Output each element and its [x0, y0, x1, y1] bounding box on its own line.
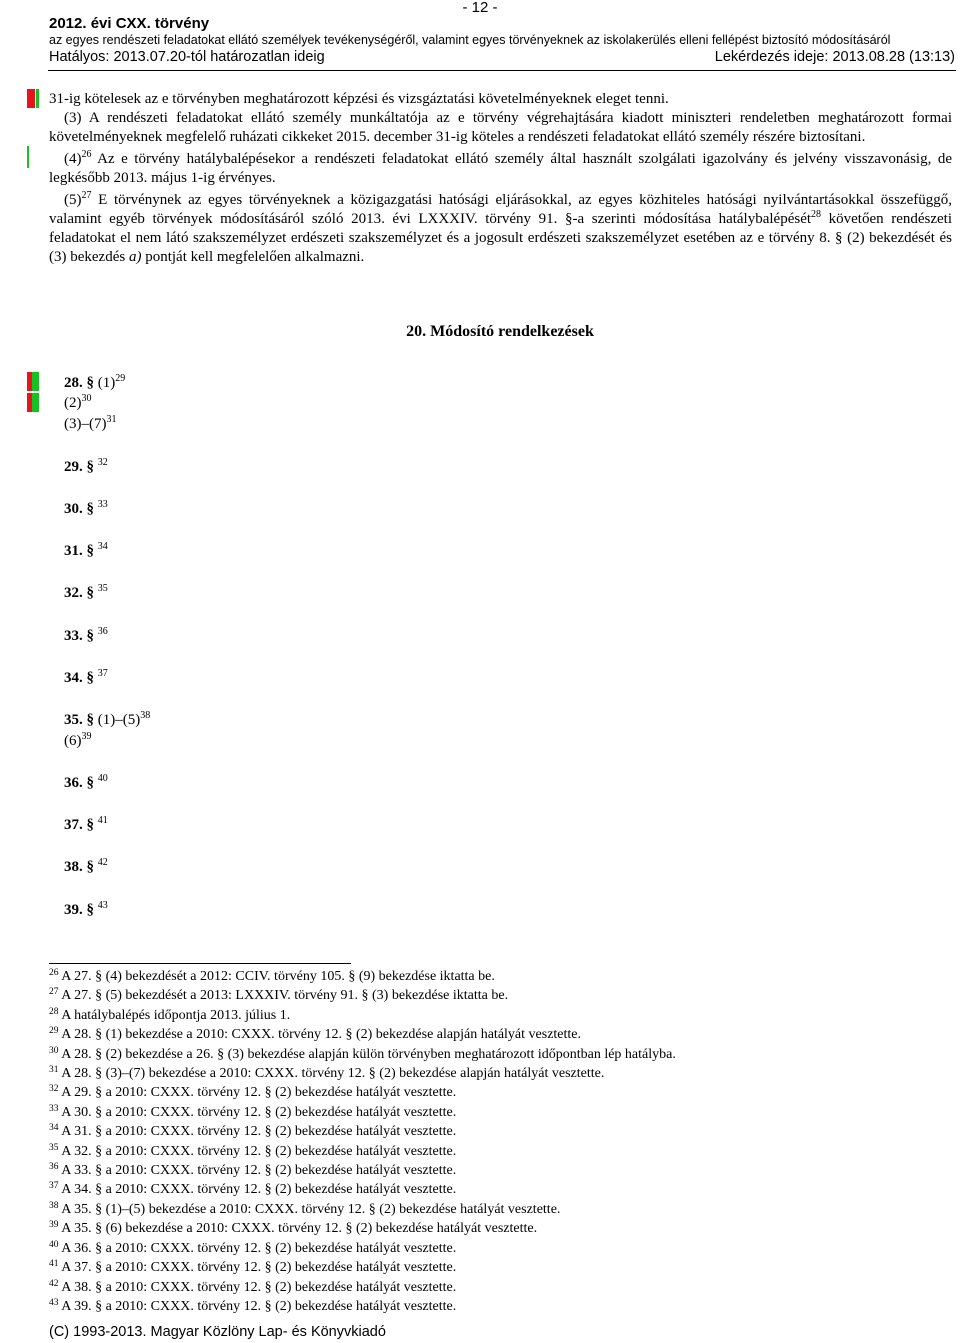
- subsection-number: (6): [64, 733, 82, 749]
- footnote-ref[interactable]: 40: [97, 773, 108, 784]
- paragraph-item: [64, 901, 108, 920]
- paragraph-item: [64, 816, 108, 835]
- footnote-item: [49, 986, 676, 1005]
- footnote-ref[interactable]: 27: [81, 190, 92, 201]
- paragraph-number: 28. §: [64, 375, 94, 391]
- paragraph-item: [64, 458, 108, 477]
- footnote-ref[interactable]: 26: [81, 149, 92, 160]
- footnote-number: 36: [49, 1162, 59, 1173]
- footnote-ref[interactable]: 36: [97, 626, 108, 637]
- footnote-item: [49, 1122, 676, 1141]
- law-subtitle: az egyes rendészeti feladatokat ellátó személyek tevékenységéről, valamint egyes törvényeknek az iskolakerülés elleni fellépést biztosító módosításáról: [49, 33, 891, 47]
- point-reference: a): [128, 249, 142, 265]
- paragraph-item: [64, 627, 108, 646]
- footnote-ref[interactable]: 42: [97, 857, 108, 868]
- header-divider: [48, 70, 956, 71]
- body-text: [49, 90, 952, 267]
- footnote-separator: [49, 963, 351, 964]
- footnote-number: 42: [49, 1278, 59, 1289]
- paragraph-text: Az e törvény hatálybalépésekor a rendészeti feladatokat ellátó személy által használt szolgálati igazolvány és jelvény visszavonásig, de legkésőbb 2013. május 1-ig érvényes.: [49, 151, 952, 186]
- paragraph-text: E törvénynek az egyes törvényeknek a közigazgatási hatósági eljárásokkal, az egyes közhiteles hatósági nyilvántartásokkal összefüggő, valamint egyéb törvények módosításáról szóló 2013. évi LXXXIV. törvény 91. §-a szerinti módosítása hatálybalépését: [49, 192, 952, 227]
- footnote-number: 34: [49, 1123, 59, 1134]
- footnote-ref[interactable]: 33: [97, 499, 108, 510]
- footnote-ref[interactable]: 37: [97, 668, 108, 679]
- subsection-number: (3)–(7): [64, 416, 107, 432]
- footnote-item: [49, 1219, 676, 1238]
- paragraph-number: 36. §: [64, 775, 94, 791]
- paragraph-item: [64, 394, 92, 413]
- footnote-item: [49, 1103, 676, 1122]
- law-title: 2012. évi CXX. törvény: [49, 15, 210, 32]
- footnote-number: 33: [49, 1103, 59, 1114]
- change-marker-green: [27, 146, 29, 168]
- footnote-item: [49, 1239, 676, 1258]
- footnote-text: A hatálybalépés időpontja 2013. július 1.: [61, 1007, 291, 1023]
- footnote-ref[interactable]: 28: [811, 209, 822, 220]
- paragraph-item: [64, 374, 125, 393]
- footnote-ref[interactable]: 32: [97, 457, 108, 468]
- section-title: 20. Módosító rendelkezések: [406, 323, 594, 340]
- footnote-number: 35: [49, 1142, 59, 1153]
- footnote-number: 40: [49, 1239, 59, 1250]
- footnote-text: A 35. § (6) bekezdése a 2010: CXXX. törvény 12. § (2) bekezdése hatályát vesztette.: [61, 1221, 538, 1237]
- footnote-number: 39: [49, 1220, 59, 1231]
- paragraph-number: 39. §: [64, 902, 94, 918]
- subsection-number: (1)–(5): [97, 712, 141, 728]
- copyright-footer: (C) 1993-2013. Magyar Közlöny Lap- és Könyvkiadó: [49, 1324, 386, 1340]
- footnote-text: A 28. § (2) bekezdése a 26. § (3) bekezdése alapján külön törvényben meghatározott időpontban lép hatályba.: [61, 1046, 676, 1062]
- footnote-text: A 35. § (1)–(5) bekezdése a 2010: CXXX. törvény 12. § (2) bekezdése hatályát vesztette.: [61, 1201, 561, 1217]
- paragraph-item: [64, 500, 108, 519]
- footnote-text: A 38. § a 2010: CXXX. törvény 12. § (2) bekezdése hatályát vesztette.: [61, 1279, 457, 1295]
- footnote-number: 30: [49, 1045, 59, 1056]
- page-number: - 12 -: [462, 0, 498, 16]
- footnote-text: A 37. § a 2010: CXXX. törvény 12. § (2) bekezdése hatályát vesztette.: [61, 1260, 457, 1276]
- paragraph-number: 33. §: [64, 628, 94, 644]
- footnotes: [49, 967, 676, 1316]
- footnote-item: [49, 1142, 676, 1161]
- footnote-number: 26: [49, 968, 59, 978]
- footnote-number: 28: [49, 1006, 59, 1017]
- paragraph-item: [64, 711, 150, 730]
- change-marker-red: [27, 89, 35, 108]
- change-marker-green: [32, 393, 39, 412]
- footnote-number: 31: [49, 1065, 59, 1076]
- footnote-ref[interactable]: 43: [97, 900, 108, 911]
- footnote-item: [49, 1006, 676, 1025]
- footnote-item: [49, 1161, 676, 1180]
- footnote-number: 27: [49, 987, 59, 998]
- footnote-ref[interactable]: 31: [106, 414, 117, 425]
- footnote-ref[interactable]: 39: [81, 731, 92, 742]
- paragraph-number: 38. §: [64, 859, 94, 875]
- body-paragraph: [49, 150, 952, 188]
- footnote-text: A 29. § a 2010: CXXX. törvény 12. § (2) bekezdése hatályát vesztette.: [61, 1085, 457, 1101]
- footnote-number: 43: [49, 1297, 59, 1308]
- paragraph-item: [64, 774, 108, 793]
- footnote-text: A 34. § a 2010: CXXX. törvény 12. § (2) bekezdése hatályát vesztette.: [61, 1182, 457, 1198]
- footnote-item: [49, 1025, 676, 1044]
- footnote-item: [49, 1258, 676, 1277]
- paragraph-number: 32. §: [64, 585, 94, 601]
- paragraph-number: 31. §: [64, 543, 94, 559]
- footnote-ref[interactable]: 30: [81, 393, 92, 404]
- paragraph-number: 37. §: [64, 817, 94, 833]
- paragraph-item: [64, 584, 108, 603]
- subsection-number: (2): [64, 395, 82, 411]
- footnote-ref[interactable]: 38: [140, 710, 151, 721]
- footnote-text: A 27. § (4) bekezdését a 2012: CCIV. törvény 105. § (9) bekezdése iktatta be.: [61, 969, 495, 984]
- subsection-number: (1): [97, 375, 116, 391]
- footnote-item: [49, 1083, 676, 1102]
- footnote-ref[interactable]: 29: [115, 373, 126, 384]
- body-paragraph: 31-ig kötelesek az e törvényben meghatározott képzési és vizsgáztatási követelményeknek eleget tenni.: [49, 91, 669, 107]
- body-paragraph: [49, 191, 952, 267]
- footnote-number: 29: [49, 1026, 59, 1037]
- footnote-item: [49, 1200, 676, 1219]
- validity-text: Hatályos: 2013.07.20-tól határozatlan ideig: [49, 49, 325, 65]
- footnote-item: [49, 1278, 676, 1297]
- footnote-text: A 36. § a 2010: CXXX. törvény 12. § (2) bekezdése hatályát vesztette.: [61, 1240, 457, 1256]
- paragraph-number: 30. §: [64, 501, 94, 517]
- footnote-text: A 27. § (5) bekezdését a 2013: LXXXIV. törvény 91. § (3) bekezdése iktatta be.: [61, 988, 509, 1004]
- footnote-item: [49, 1045, 676, 1064]
- footnote-text: A 32. § a 2010: CXXX. törvény 12. § (2) bekezdése hatályát vesztette.: [61, 1143, 457, 1159]
- paragraph-item: [64, 415, 116, 434]
- footnote-text: A 31. § a 2010: CXXX. törvény 12. § (2) bekezdése hatályát vesztette.: [61, 1124, 457, 1140]
- footnote-item: [49, 1297, 676, 1316]
- footnote-number: 41: [49, 1259, 59, 1270]
- footnote-ref[interactable]: 34: [97, 541, 108, 552]
- footnote-ref[interactable]: 35: [97, 583, 108, 594]
- footnote-item: [49, 1064, 676, 1083]
- footnote-text: A 28. § (1) bekezdése a 2010: CXXX. törvény 12. § (2) bekezdése alapján hatályát vesztette.: [61, 1027, 581, 1043]
- subsection-number: (4): [64, 151, 82, 167]
- query-date: Lekérdezés ideje: 2013.08.28 (13:13): [714, 49, 955, 65]
- paragraph-text: pontját kell megfelelően alkalmazni.: [141, 249, 365, 265]
- footnote-number: 32: [49, 1084, 59, 1095]
- paragraph-number: 34. §: [64, 670, 94, 686]
- footnote-ref[interactable]: 41: [97, 815, 108, 826]
- body-paragraph: (3) A rendészeti feladatokat ellátó személy munkáltatója az e törvény végrehajtására kiadott miniszteri rendeletben meghatározott formai követelményeknek megfelelő ruházati cikkeket 2015. december 31-ig köteles a rendészeti feladatokat ellátó személy részére biztosítani.: [49, 110, 952, 145]
- change-marker-green: [32, 372, 39, 391]
- paragraph-item: [64, 858, 108, 877]
- paragraph-number: 35. §: [64, 712, 94, 728]
- footnote-text: A 28. § (3)–(7) bekezdése a 2010: CXXX. törvény 12. § (2) bekezdése alapján hatályát vesztette.: [61, 1066, 605, 1082]
- paragraph-item: [64, 542, 108, 561]
- paragraph-number: 29. §: [64, 459, 94, 475]
- footnote-item: [49, 967, 676, 986]
- paragraph-item: [64, 669, 108, 688]
- footnote-item: [49, 1180, 676, 1199]
- footnote-number: 37: [49, 1181, 59, 1192]
- footnote-text: A 30. § a 2010: CXXX. törvény 12. § (2) bekezdése hatályát vesztette.: [61, 1104, 457, 1120]
- paragraph-item: [64, 732, 92, 751]
- paragraph-text: követően rendészeti feladatokat el nem látó szakszemélyzet erdészeti szakszemélyzet és a jogosult erdészeti szakszemélyzet esetében az e törvény 8. § (2) bekezdését és (3) bekezdés: [49, 211, 953, 265]
- footnote-text: A 39. § a 2010: CXXX. törvény 12. § (2) bekezdése hatályát vesztette.: [61, 1298, 457, 1314]
- footnote-text: A 33. § a 2010: CXXX. törvény 12. § (2) bekezdése hatályát vesztette.: [61, 1163, 457, 1179]
- subsection-number: (5): [64, 192, 82, 208]
- footnote-number: 38: [49, 1200, 59, 1211]
- change-marker-green: [36, 89, 39, 108]
